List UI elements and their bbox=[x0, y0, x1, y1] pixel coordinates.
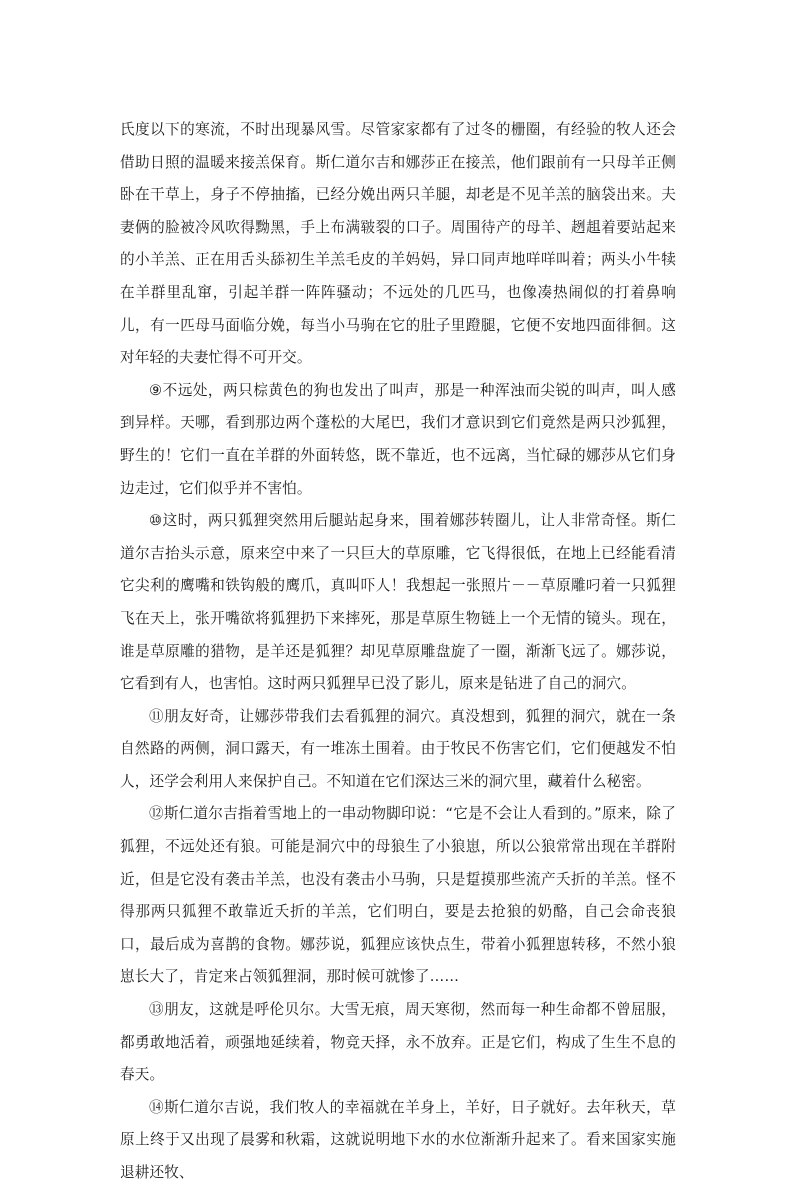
paragraph-11: ⑪朋友好奇，让娜莎带我们去看狐狸的洞穴。真没想到，狐狸的洞穴，就在一条自然路的两侧，洞口露天，有一堆冻土围着。由于牧民不伤害它们，它们便越发不怕人，还学会利用人来保护自己。不知道在它们深达三米的洞穴里，藏着什么秘密。 bbox=[120, 707, 676, 790]
paragraph-continuation: 氏度以下的寒流，不时出现暴风雪。尽管家家都有了过冬的栅圈，有经验的牧人还会借助日照的温暖来接羔保育。斯仁道尔吉和娜莎正在接羔，他们跟前有一只母羊正侧卧在干草上，身子不停抽搐，已经分娩出两只羊腿，却老是不见羊羔的脑袋出来。夫妻俩的脸被冷风吹得黝黑，手上布满皲裂的口子。周围待产的母羊、趔趄着要站起来的小羊羔、正在用舌头舔初生羊羔毛皮的羊妈妈，异口同声地咩咩叫着；两头小牛犊在羊群里乱窜，引起羊群一阵阵骚动；不远处的几匹马，也像凑热闹似的打着鼻响儿，有一匹母马面临分娩，每当小马驹在它的肚子里蹬腿，它便不安地四面徘徊。这对年轻的夫妻忙得不可开交。 bbox=[120, 121, 676, 367]
paragraph-14: ⑭斯仁道尔吉说，我们牧人的幸福就在羊身上，羊好，日子就好。去年秋天，草原上终于又出现了晨雾和秋霜，这就说明地下水的水位渐渐升起来了。看来国家实施退耕还牧、 bbox=[120, 1098, 676, 1181]
paragraph-12: ⑫斯仁道尔吉指着雪地上的一串动物脚印说：“它是不会让人看到的。”原来，除了狐狸，不远处还有狼。可能是洞穴中的母狼生了小狼崽，所以公狼常常出现在羊群附近，但是它没有袭击羊羔，也没有袭击小马驹，只是踅摸那些流产夭折的羊羔。怪不得那两只狐狸不敢靠近夭折的羊羔，它们明白，要是去抢狼的奶酪，自己会命丧狼口，最后成为喜鹊的食物。娜莎说，狐狸应该快点生，带着小狐狸崽转移，不然小狼崽长大了，肯定来占领狐狸洞，那时候可就惨了…… bbox=[120, 805, 676, 986]
paragraph-13: ⑬朋友，这就是呼伦贝尔。大雪无痕，周天寒彻，然而每一种生命都不曾屈服，都勇敢地活着，顽强地延续着，物竞天择，永不放弃。正是它们，构成了生生不息的春天。 bbox=[120, 1001, 676, 1084]
article-body bbox=[120, 114, 676, 1190]
paragraph-9: ⑨不远处，两只棕黄色的狗也发出了叫声，那是一种浑浊而尖锐的叫声，叫人感到异样。天哪，看到那边两个蓬松的大尾巴，我们才意识到它们竟然是两只沙狐狸，野生的！它们一直在羊群的外面转悠，既不靠近，也不远离，当忙碌的娜莎从它们身边走过，它们似乎并不害怕。 bbox=[120, 381, 676, 497]
paragraph-10: ⑩这时，两只狐狸突然用后腿站起身来，围着娜莎转圈儿，让人非常奇怪。斯仁道尔吉抬头示意，原来空中来了一只巨大的草原雕，它飞得很低，在地上已经能看清它尖利的鹰嘴和铁钩般的鹰爪，真叫吓人！我想起一张照片－－草原雕叼着一只狐狸飞在天上，张开嘴欲将狐狸扔下来摔死，那是草原生物链上一个无情的镜头。现在，谁是草原雕的猎物，是羊还是狐狸？却见草原雕盘旋了一圈，渐渐飞远了。娜莎说，它看到有人，也害怕。这时两只狐狸早已没了影儿，原来是钻进了自己的洞穴。 bbox=[120, 512, 676, 693]
